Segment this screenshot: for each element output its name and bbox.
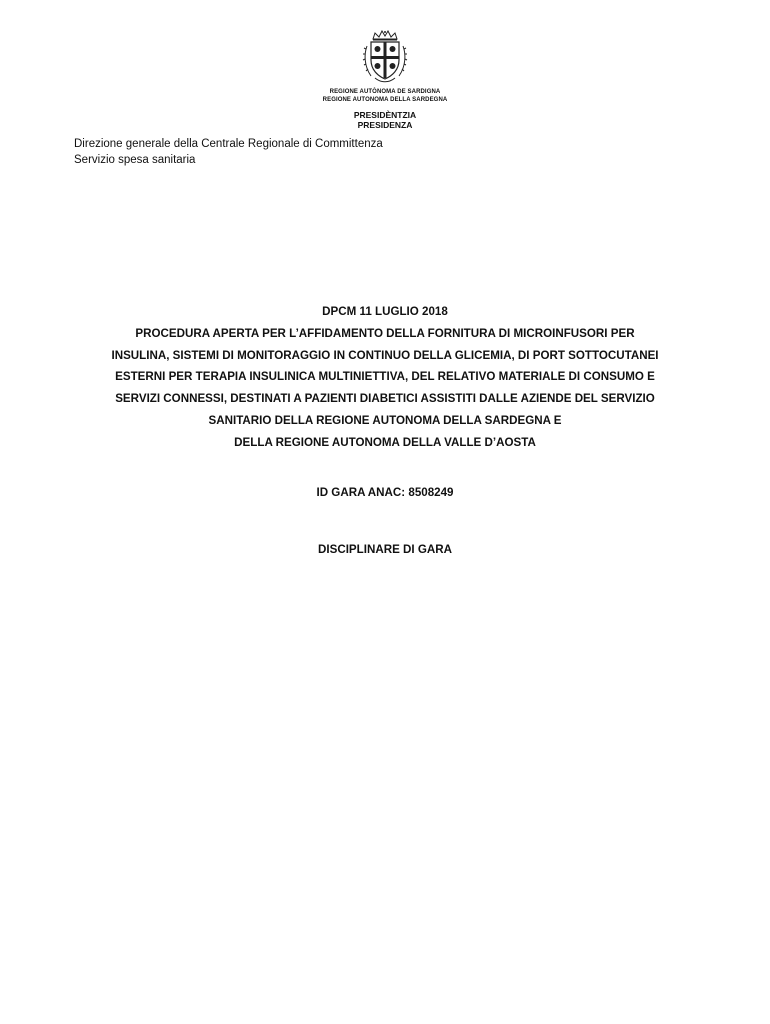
title-line: ESTERNI PER TERAPIA INSULINICA MULTINIETTIVA, DEL RELATIVO MATERIALE DI CONSUMO E bbox=[115, 370, 655, 384]
document-title bbox=[40, 301, 730, 454]
tender-id: ID GARA ANAC: 8508249 bbox=[316, 486, 454, 499]
title-line: DPCM 11 LUGLIO 2018 bbox=[322, 305, 448, 318]
office-service: Servizio spesa sanitaria bbox=[74, 154, 196, 166]
presidency-block bbox=[0, 110, 770, 130]
region-name-block bbox=[0, 88, 770, 104]
office-info bbox=[74, 136, 383, 168]
presidency-sardinian: PRESIDÈNTZIA bbox=[353, 110, 417, 120]
region-name-italian: REGIONE AUTONOMA DELLA SARDEGNA bbox=[322, 97, 448, 103]
document-type: DISCIPLINARE DI GARA bbox=[318, 543, 452, 556]
region-name-sardinian: REGIONE AUTÒNOMA DE SARDIGNA bbox=[329, 89, 441, 95]
document-header bbox=[0, 30, 770, 130]
title-line: SANITARIO DELLA REGIONE AUTONOMA DELLA SARDEGNA E bbox=[208, 413, 562, 427]
title-line: INSULINA, SISTEMI DI MONITORAGGIO IN CONTINUO DELLA GLICEMIA, DI PORT SOTTOCUTANEI bbox=[111, 348, 659, 362]
region-emblem-icon bbox=[361, 30, 409, 84]
title-line: PROCEDURA APERTA PER L’AFFIDAMENTO DELLA FORNITURA DI MICROINFUSORI PER bbox=[135, 326, 635, 340]
title-line: SERVIZI CONNESSI, DESTINATI A PAZIENTI DIABETICI ASSISTITI DALLE AZIENDE DEL SERVIZIO bbox=[115, 392, 655, 406]
title-line: DELLA REGIONE AUTONOMA DELLA VALLE D’AOSTA bbox=[234, 435, 536, 449]
presidency-italian: PRESIDENZA bbox=[357, 120, 413, 130]
office-direction: Direzione generale della Centrale Regionale di Committenza bbox=[74, 138, 383, 150]
